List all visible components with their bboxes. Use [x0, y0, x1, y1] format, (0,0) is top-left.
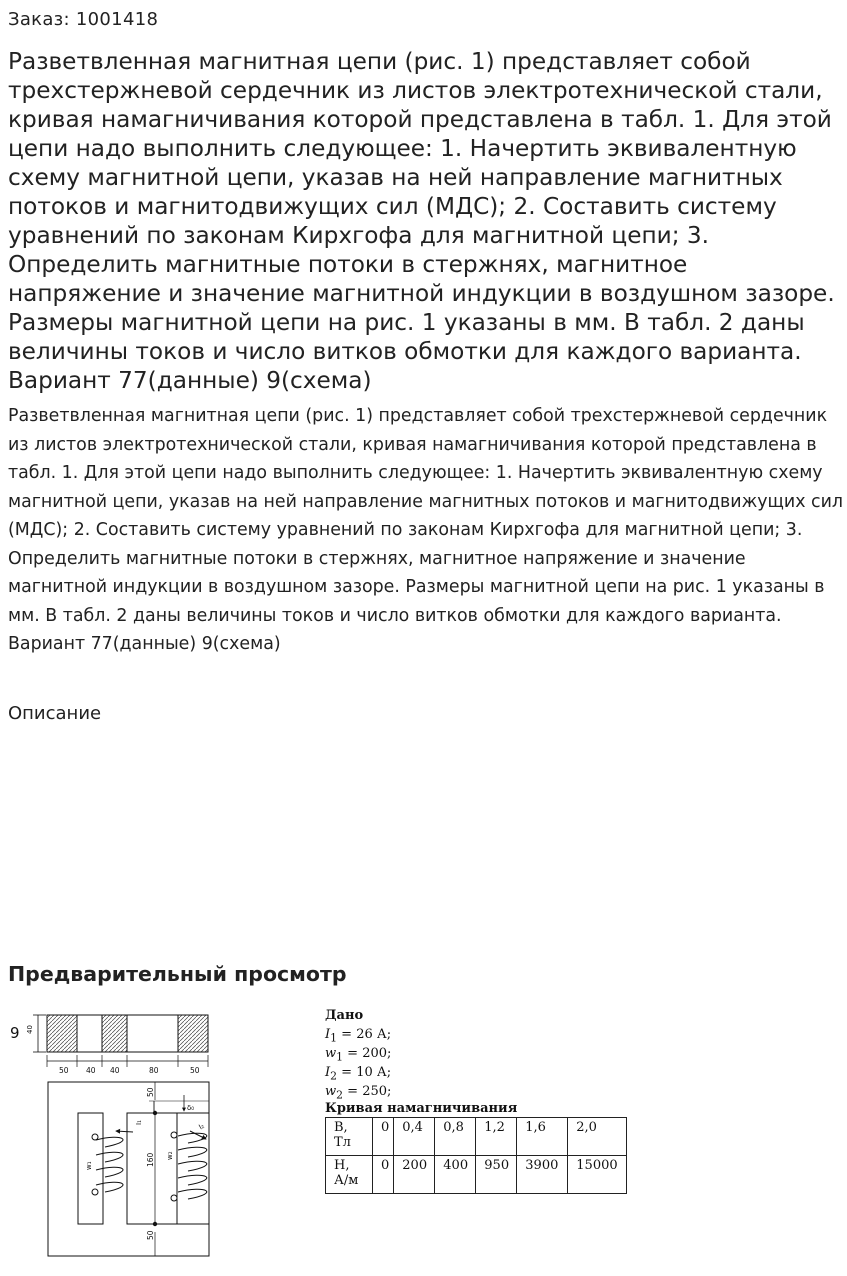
i1-label: I₁	[135, 1120, 143, 1125]
w2-label: w₂	[166, 1151, 174, 1160]
table-row	[326, 1156, 627, 1194]
height-dimensions	[146, 1082, 157, 1256]
table-cell: 0,4	[394, 1118, 435, 1156]
table-row-header: Н, А/м	[326, 1156, 373, 1194]
svg-text:50: 50	[146, 1087, 155, 1097]
svg-text:40: 40	[110, 1066, 120, 1075]
preview-image	[8, 1005, 838, 1267]
given-w1: $w_1 = 200$;	[325, 1046, 392, 1064]
air-gap	[149, 1095, 209, 1113]
delta-label: δ₀	[187, 1104, 195, 1112]
order-number: Заказ: 1001418	[8, 9, 159, 30]
scheme-number: 9	[10, 1024, 20, 1042]
given-i2: $I_2 = 10$ А;	[325, 1065, 392, 1083]
section-right-leg	[178, 1015, 208, 1052]
svg-text:50: 50	[59, 1066, 69, 1075]
curve-title: Кривая намагничивания	[325, 1101, 518, 1116]
given-heading: Дано	[325, 1008, 364, 1023]
w1-label: w₁	[85, 1161, 93, 1170]
task-title: Разветвленная магнитная цепи (рис. 1) представляет собой трехстержневой сердечник из листов электротехнической стали, кривая намагничивания которой представлена в табл. 1. Для этой цепи надо выполнить следующее: 1. Начертить эквивалентную схему магнитной цепи, указав на ней направление магнитных потоков и магнитодвижущих сил (МДС); 2. Составить систему уравнений по законам Кирхгофа для магнитной цепи; 3. Определить магнитные потоки в стержнях, магнитное напряжение и значение магнитной индукции в воздушном зазоре. Размеры магнитной цепи на рис. 1 указаны в мм. В табл. 2 даны величины токов и число витков обмотки для каждого варианта. Вариант 77(данные) 9(схема)	[8, 48, 835, 394]
core-front-view	[48, 1082, 209, 1256]
magnetization-table	[325, 1117, 627, 1194]
table-row-header: В, Тл	[326, 1118, 373, 1156]
svg-text:160: 160	[146, 1152, 155, 1167]
given-i1: $I_1 = 26$ А;	[325, 1027, 392, 1045]
table-cell: 1,2	[476, 1118, 517, 1156]
table-row	[326, 1118, 627, 1156]
description-label[interactable]: Описание	[8, 703, 102, 724]
section-left-leg	[47, 1015, 77, 1052]
given-data	[325, 1006, 627, 1194]
table-cell: 1,6	[517, 1118, 568, 1156]
table-cell: 400	[435, 1156, 476, 1194]
i2-label: I₂	[197, 1121, 206, 1132]
table-cell: 200	[394, 1156, 435, 1194]
magnetic-circuit-drawing	[8, 1005, 223, 1267]
task-text: Разветвленная магнитная цепи (рис. 1) представляет собой трехстержневой сердечник из листов электротехнической стали, кривая намагничивания которой представлена в табл. 1. Для этой цепи надо выполнить следующее: 1. Начертить эквивалентную схему магнитной цепи, указав на ней направление магнитных потоков и магнитодвижущих сил (МДС); 2. Составить систему уравнений по законам Кирхгофа для магнитной цепи; 3. Определить магнитные потоки в стержнях, магнитное напряжение и значение магнитной индукции в воздушном зазоре. Размеры магнитной цепи на рис. 1 указаны в мм. В табл. 2 даны величины токов и число витков обмотки для каждого варианта. Вариант 77(данные) 9(схема)	[8, 406, 844, 654]
svg-text:40: 40	[86, 1066, 96, 1075]
given-w2: $w_2 = 250$;	[325, 1084, 392, 1102]
table-cell: 950	[476, 1156, 517, 1194]
table-cell: 0	[373, 1118, 394, 1156]
svg-text:80: 80	[149, 1066, 159, 1075]
thickness-dimension	[26, 1015, 46, 1052]
preview-heading: Предварительный просмотр	[8, 962, 347, 986]
section-middle-leg	[102, 1015, 127, 1052]
bottom-dimensions	[47, 1055, 208, 1075]
table-cell: 15000	[568, 1156, 627, 1194]
svg-text:40: 40	[26, 1025, 34, 1034]
svg-text:50: 50	[146, 1230, 155, 1240]
table-cell: 0,8	[435, 1118, 476, 1156]
table-cell: 2,0	[568, 1118, 627, 1156]
section-view	[47, 1015, 208, 1052]
winding-w2	[171, 1131, 207, 1201]
table-cell: 3900	[517, 1156, 568, 1194]
table-cell: 0	[373, 1156, 394, 1194]
svg-text:50: 50	[190, 1066, 200, 1075]
